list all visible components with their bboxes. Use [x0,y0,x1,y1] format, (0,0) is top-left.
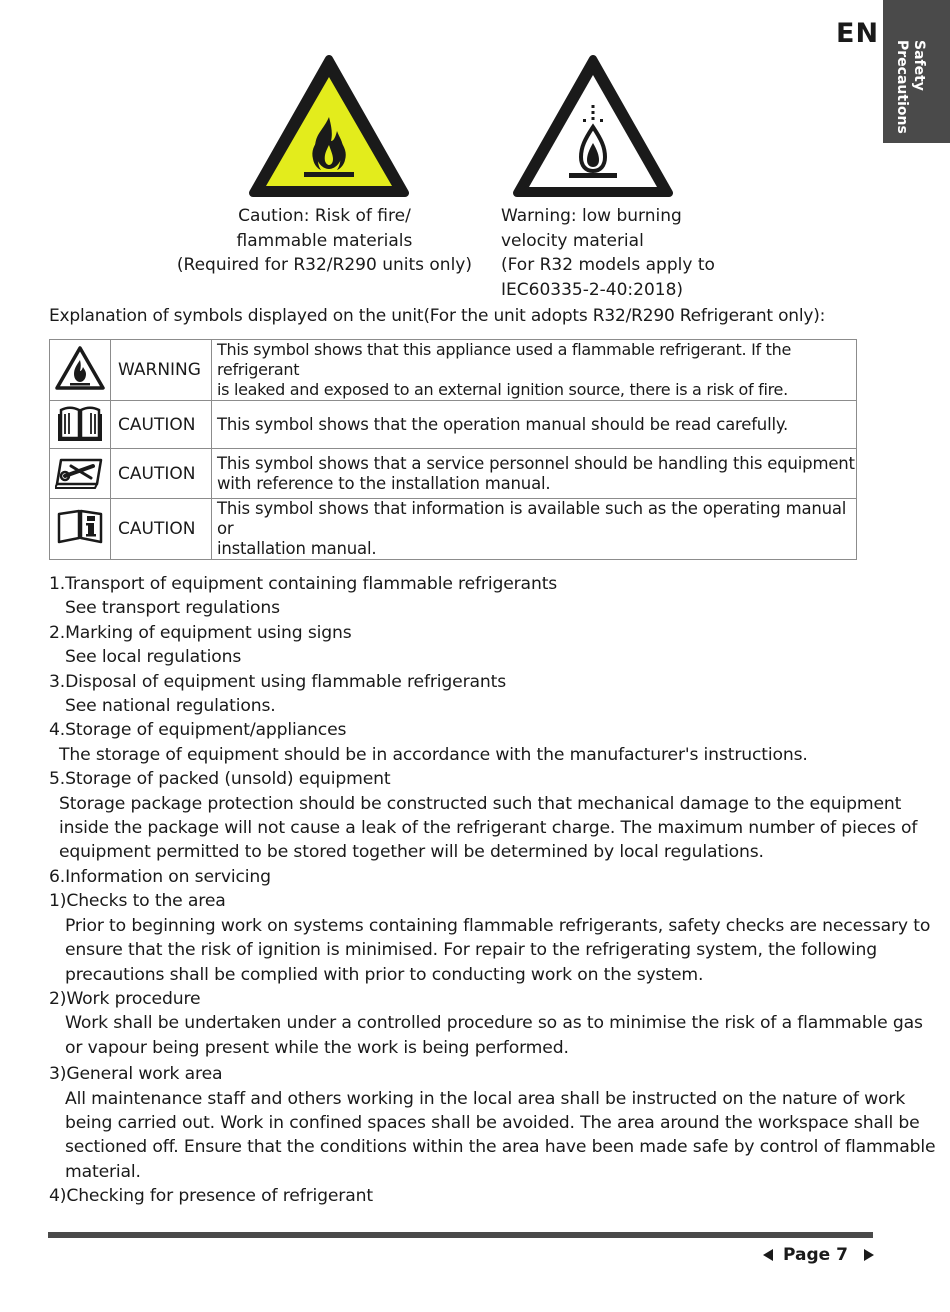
fire-symbol-caption: Caution: Risk of fire/ flammable materials (Required for R32/R290 units only) [176,206,472,276]
section-5-line: equipment permitted to be stored together will be determined by local regulations. [59,842,764,863]
table-cell-level: CAUTION [111,499,212,560]
description-line: installation manual. [217,539,377,558]
previous-page-icon[interactable] [763,1249,773,1261]
table-row [50,449,857,499]
section-6-title: 6.Information on servicing [49,866,271,887]
side-tab-line-1: Safety [911,40,927,91]
subsection-3-line: material. [65,1161,141,1182]
section-2-title: 2.Marking of equipment using signs [49,622,352,643]
table-cell-icon [50,340,111,401]
symbols-explanation-heading: Explanation of symbols displayed on the unit(For the unit adopts R32/R290 Refrigerant only): [49,306,826,326]
subsection-3-line: All maintenance staff and others working in the local area shall be instructed on the nature of work [65,1088,906,1109]
subsection-1-line: precautions shall be complied with prior to conducting work on the system. [65,964,704,985]
section-3-text: See national regulations. [65,696,276,717]
table-row [50,401,857,449]
flammable-fire-icon [247,53,411,199]
table-row [50,499,857,560]
symbol-table [49,339,857,560]
information-manual-icon [56,508,104,546]
section-4-title: 4.Storage of equipment/appliances [49,720,347,741]
subsection-3-title: 3)General work area [49,1064,223,1085]
description-line: This symbol shows that a service personnel should be handling this equipment [217,453,855,473]
page-number: Page 7 [783,1245,848,1265]
table-cell-description [212,401,857,449]
safety-body-text [49,572,936,1209]
low-burning-caption: Warning: low burning velocity material (For R32 models apply to IEC60335-2-40:2018) [501,206,715,301]
section-side-tab-label [893,40,927,134]
table-cell-level: CAUTION [111,401,212,449]
operation-manual-icon [57,404,103,442]
subsection-1-line: ensure that the risk of ignition is minimised. For repair to the refrigerating system, the following [65,940,878,961]
table-cell-level: CAUTION [111,449,212,499]
language-code: EN [836,18,880,49]
table-cell-level: WARNING [111,340,212,401]
description-line: This symbol shows that the operation manual should be read carefully. [217,414,789,434]
section-1-title: 1.Transport of equipment containing flammable refrigerants [49,574,558,594]
subsection-2-line: Work shall be undertaken under a controlled procedure so as to minimise the risk of a flammable gas [65,1013,923,1034]
table-cell-description [212,449,857,499]
subsection-3-line: sectioned off. Ensure that the conditions within the area have been made safe by control of flammable [65,1137,936,1158]
section-2-text: See local regulations [65,647,242,668]
section-side-tab [883,0,950,143]
table-cell-icon [50,499,111,560]
description-line: is leaked and exposed to an external ignition source, there is a risk of fire. [217,380,788,399]
table-cell-icon [50,449,111,499]
footer-divider [48,1232,873,1238]
description-line: This symbol shows that information is available such as the operating manual or [217,499,847,538]
section-5-line: Storage package protection should be constructed such that mechanical damage to the equipment [59,793,902,814]
service-tool-icon [55,454,105,490]
section-5-title: 5.Storage of packed (unsold) equipment [49,769,391,790]
description-line: with reference to the installation manual. [217,473,551,493]
section-1-text: See transport regulations [65,598,280,619]
next-page-icon[interactable] [864,1249,874,1261]
table-cell-icon [50,401,111,449]
description-line: This symbol shows that this appliance used a flammable refrigerant. If the refrigerant [217,340,791,379]
flammable-warning-icon [54,344,106,392]
table-cell-description [212,499,857,560]
section-5-line: inside the package will not cause a leak of the refrigerant charge. The maximum number of pieces of [59,818,918,839]
subsection-3-line: being carried out. Work in confined spaces shall be avoided. The area around the workspace shall be [65,1112,920,1133]
section-4-text: The storage of equipment should be in accordance with the manufacturer's instructions. [59,744,808,765]
table-row [50,340,857,401]
subsection-4-title: 4)Checking for presence of refrigerant [49,1186,373,1207]
side-tab-line-2: Precautions [894,40,910,134]
subsection-1-title: 1)Checks to the area [49,891,226,912]
subsection-2-line: or vapour being present while the work is being performed. [65,1037,569,1058]
table-cell-description [212,340,857,401]
subsection-1-line: Prior to beginning work on systems containing flammable refrigerants, safety checks are necessary to [65,915,931,936]
low-burning-velocity-icon [511,53,675,199]
section-3-title: 3.Disposal of equipment using flammable refrigerants [49,671,507,692]
subsection-2-title: 2)Work procedure [49,988,201,1009]
page-footer [763,1245,874,1269]
